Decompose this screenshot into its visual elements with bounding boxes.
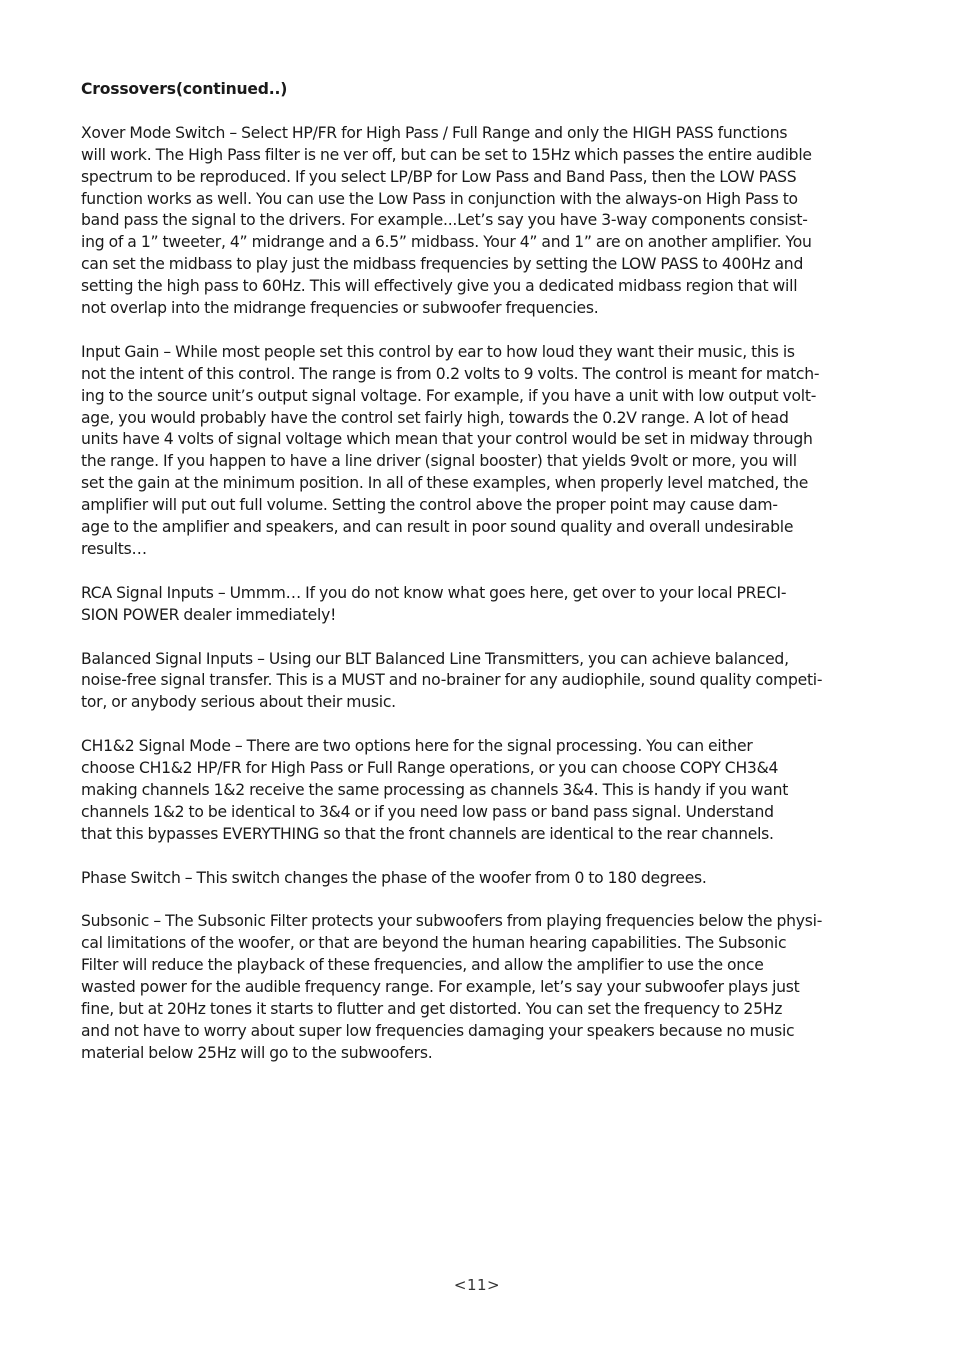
text-line: fine, but at 20Hz tones it starts to flutter and get distorted. You can set the frequency to 25Hz — [81, 999, 783, 1018]
text-line: SION POWER dealer immediately! — [81, 605, 337, 624]
text-line: tor, or anybody serious about their music. — [81, 693, 396, 712]
text-line: Xover Mode Switch – Select HP/FR for High Pass / Full Range and only the HIGH PASS functions — [81, 123, 788, 142]
text-line: CH1&2 Signal Mode – There are two options here for the signal processing. You can either — [81, 737, 753, 756]
text-line: wasted power for the audible frequency range. For example, let’s say your subwoofer plays just — [81, 978, 800, 997]
paragraph-phase-switch — [81, 868, 877, 890]
text-line: making channels 1&2 receive the same processing as channels 3&4. This is handy if you want — [81, 780, 789, 799]
text-line: age to the amplifier and speakers, and can result in poor sound quality and overall undesirable — [81, 518, 794, 537]
text-line: choose CH1&2 HP/FR for High Pass or Full Range operations, or you can choose COPY CH3&4 — [81, 759, 779, 778]
text-line: channels 1&2 to be identical to 3&4 or if you need low pass or band pass signal. Understand — [81, 802, 774, 821]
text-line: Subsonic – The Subsonic Filter protects your subwoofers from playing frequencies below the physi- — [81, 912, 823, 931]
section-heading: Crossovers(continued..) — [81, 80, 288, 98]
text-line: that this bypasses EVERYTHING so that the front channels are identical to the rear channels. — [81, 824, 774, 843]
paragraph-xover-mode-switch — [81, 123, 877, 320]
text-line: results… — [81, 540, 147, 558]
page-number: <11> — [453, 1276, 501, 1294]
text-line: RCA Signal Inputs – Ummm… If you do not know what goes here, get over to your local PRECI- — [81, 583, 787, 602]
text-line: band pass the signal to the drivers. For example...Let’s say you have 3-way components consist- — [81, 211, 808, 230]
text-line: ing to the source unit’s output signal voltage. For example, if you have a unit with low output volt- — [81, 386, 817, 405]
text-line: not the intent of this control. The range is from 0.2 volts to 9 volts. The control is meant for match- — [81, 364, 820, 383]
text-line: units have 4 volts of signal voltage which mean that your control would be set in midway through — [81, 430, 813, 449]
paragraph-rca-signal-inputs — [81, 583, 877, 627]
text-line: noise-free signal transfer. This is a MUST and no-brainer for any audiophile, sound quality competi- — [81, 671, 823, 690]
text-line: Phase Switch – This switch changes the phase of the woofer from 0 to 180 degrees. — [81, 868, 707, 887]
paragraph-input-gain — [81, 342, 877, 561]
text-line: not overlap into the midrange frequencies or subwoofer frequencies. — [81, 299, 599, 318]
text-line: spectrum to be reproduced. If you select LP/BP for Low Pass and Band Pass, then the LOW PASS — [81, 167, 797, 186]
paragraph-ch12-signal-mode — [81, 736, 877, 846]
text-line: material below 25Hz will go to the subwoofers. — [81, 1043, 433, 1062]
text-line: function works as well. You can use the Low Pass in conjunction with the always-on High Pass to — [81, 189, 798, 208]
text-line: Balanced Signal Inputs – Using our BLT Balanced Line Transmitters, you can achieve balanced, — [81, 649, 789, 668]
text-line: and not have to worry about super low frequencies damaging your speakers because no music — [81, 1021, 795, 1040]
text-line: can set the midbass to play just the midbass frequencies by setting the LOW PASS to 400Hz and — [81, 255, 804, 274]
text-line: will work. The High Pass filter is ne ver off, but can be set to 15Hz which passes the entire audible — [81, 145, 812, 164]
text-line: setting the high pass to 60Hz. This will effectively give you a dedicated midbass region that will — [81, 277, 798, 296]
text-line: ing of a 1” tweeter, 4” midrange and a 6.5” midbass. Your 4” and 1” are on another amplifier. You — [81, 233, 812, 252]
page-content — [81, 79, 877, 1087]
paragraph-subsonic — [81, 911, 877, 1064]
text-line: amplifier will put out full volume. Setting the control above the proper point may cause dam- — [81, 496, 778, 515]
text-line: the range. If you happen to have a line driver (signal booster) that yields 9volt or more, you will — [81, 452, 797, 471]
text-line: Input Gain – While most people set this control by ear to how loud they want their music, this is — [81, 342, 795, 361]
text-line: cal limitations of the woofer, or that are beyond the human hearing capabilities. The Subsonic — [81, 934, 787, 953]
paragraph-balanced-signal-inputs — [81, 649, 877, 715]
text-line: Filter will reduce the playback of these frequencies, and allow the amplifier to use the once — [81, 956, 764, 975]
text-line: age, you would probably have the control set fairly high, towards the 0.2V range. A lot of head — [81, 408, 789, 427]
text-line: set the gain at the minimum position. In all of these examples, when properly level matched, the — [81, 474, 809, 493]
